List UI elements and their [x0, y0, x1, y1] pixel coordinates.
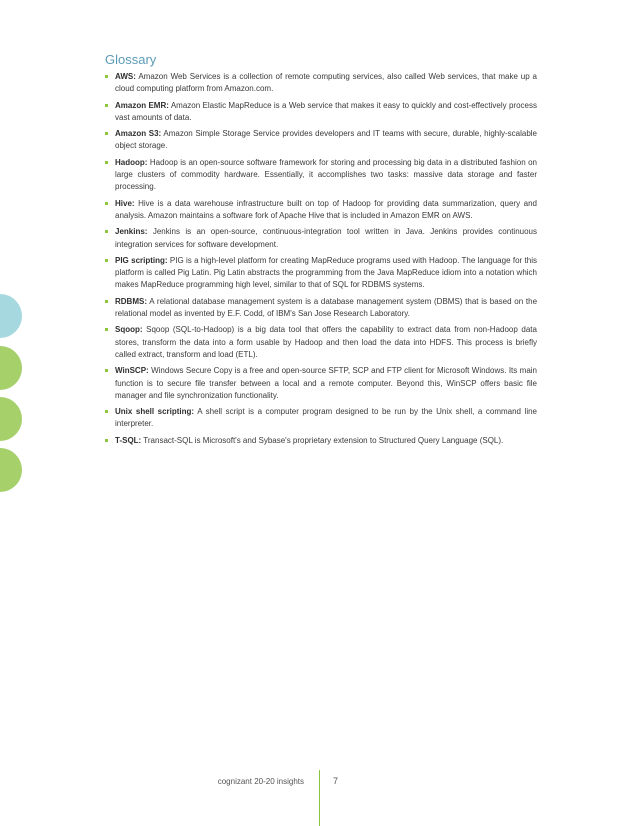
bullet-icon	[105, 132, 108, 135]
glossary-term: Sqoop:	[115, 325, 143, 335]
glossary-item-winscp	[105, 365, 537, 402]
decorative-circle-blue	[0, 294, 22, 338]
bullet-icon	[105, 161, 108, 164]
glossary-item-rdbms	[105, 296, 537, 321]
decorative-circle-green-3	[0, 448, 22, 492]
bullet-icon	[105, 369, 108, 372]
bullet-icon	[105, 300, 108, 303]
glossary-term: Amazon EMR:	[115, 100, 169, 110]
glossary-item-pig-scripting	[105, 255, 537, 292]
bullet-icon	[105, 104, 108, 107]
glossary-term: Amazon S3:	[115, 129, 162, 139]
decorative-circle-green-2	[0, 397, 22, 441]
decorative-circle-green-1	[0, 346, 22, 390]
page-number: 7	[333, 776, 339, 786]
glossary-item-hadoop	[105, 157, 537, 194]
glossary-term: WinSCP:	[115, 366, 149, 376]
glossary-item-hive	[105, 198, 537, 223]
glossary-term: Jenkins:	[115, 227, 148, 237]
glossary-definition: Hadoop is an open-source software framework for storing and processing big data in a distributed fashion on large clusters of commodity hardware. Essentially, it accomplishes two tasks: massive data storage and faster processing.	[115, 157, 537, 192]
glossary-term: RDBMS:	[115, 296, 147, 306]
glossary-definition: Sqoop (SQL-to-Hadoop) is a big data tool that offers the capability to extract data from non-Hadoop data stores, transform the data into a form usable by Hadoop and then load the data into HDFS. This process is briefly called extract, transform and load (ETL).	[115, 325, 537, 359]
glossary-definition: Transact-SQL is Microsoft's and Sybase's proprietary extension to Structured Query Language (SQL).	[143, 435, 504, 445]
glossary-heading: Glossary	[105, 52, 157, 67]
glossary-term: Unix shell scripting:	[115, 407, 195, 417]
footer-publication-name: cognizant 20-20 insights	[217, 777, 304, 786]
bullet-icon	[105, 410, 108, 413]
glossary-definition: PIG is a high-level platform for creating MapReduce programs used with Hadoop. The language for this platform is called Pig Latin. Pig Latin abstracts the programming from the Java MapReduce idiom into a notation which makes MapReduce programming high level, similar to that of SQL for RDBMS systems.	[115, 255, 537, 290]
glossary-definition: Amazon Simple Storage Service provides developers and IT teams with secure, durable, highly-scalable object storage.	[115, 129, 538, 151]
glossary-item-aws	[105, 71, 537, 96]
glossary-term: Hadoop:	[115, 157, 148, 167]
glossary-item-amazon-emr	[105, 100, 537, 125]
bullet-icon	[105, 230, 108, 233]
glossary-term: PIG scripting:	[115, 255, 168, 265]
glossary-definition: A shell script is a computer program designed to be run by the Unix shell, a command line interpreter.	[115, 407, 537, 429]
glossary-item-amazon-s3	[105, 128, 537, 153]
bullet-icon	[105, 75, 108, 78]
bullet-icon	[105, 439, 108, 442]
glossary-term: Hive:	[115, 198, 135, 208]
glossary-item-jenkins	[105, 226, 537, 251]
bullet-icon	[105, 259, 108, 262]
glossary-item-sqoop	[105, 324, 537, 361]
footer-divider	[319, 770, 320, 826]
glossary-list	[105, 71, 537, 451]
glossary-term: AWS:	[115, 72, 136, 81]
glossary-definition: Amazon Elastic MapReduce is a Web service that makes it easy to quickly and cost-effectively process vast amounts of data.	[115, 100, 537, 122]
glossary-term: T-SQL:	[115, 435, 142, 445]
bullet-icon	[105, 328, 108, 331]
glossary-definition: Hive is a data warehouse infrastructure built on top of Hadoop for providing data summarization, query and analysis. Amazon maintains a software fork of Apache Hive that is included in Amazon EMR on AWS.	[115, 198, 537, 220]
glossary-item-t-sql	[105, 435, 537, 447]
glossary-definition: A relational database management system is a database management system (DBMS) that is based on the relational model as invented by E.F. Codd, of IBM's San Jose Research Laboratory.	[115, 296, 538, 319]
glossary-item-unix-shell-scripting	[105, 406, 537, 431]
glossary-definition: Amazon Web Services is a collection of remote computing services, also called Web services, that make up a cloud computing platform from Amazon.com.	[115, 72, 538, 94]
glossary-definition: Jenkins is an open-source, continuous-integration tool written in Java. Jenkins provides continuous integration services for software development.	[115, 227, 537, 249]
bullet-icon	[105, 202, 108, 205]
glossary-definition: Windows Secure Copy is a free and open-source SFTP, SCP and FTP client for Microsoft Windows. Its main function is to secure file transfer between a local and a remote computer. Beyond this, WinSCP offers basic file manager and file synchronization functionality.	[115, 366, 537, 400]
